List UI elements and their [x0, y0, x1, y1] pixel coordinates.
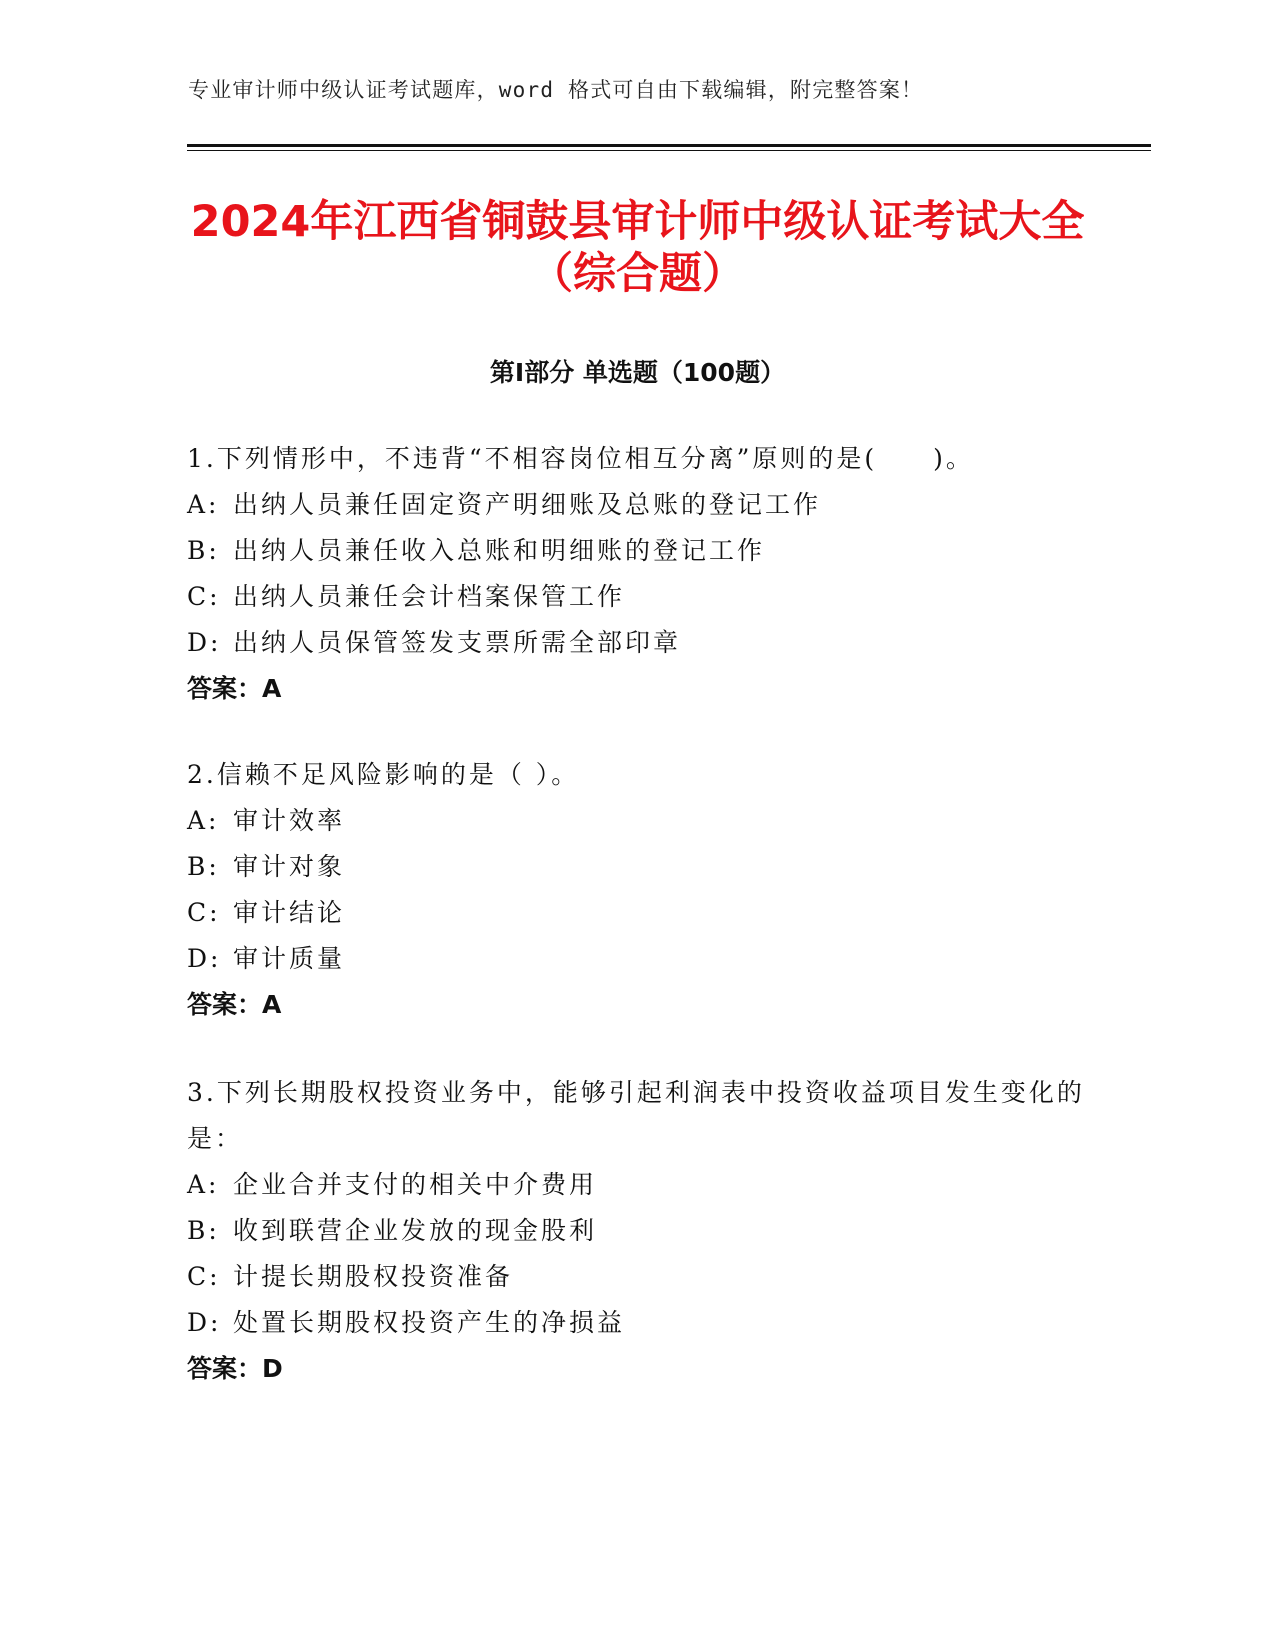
- question-stem: 2.信赖不足风险影响的是（ ）。: [187, 760, 580, 789]
- option-c: [187, 890, 1087, 936]
- answer: 答案：A: [187, 674, 282, 703]
- option-text: 收到联营企业发放的现金股利: [233, 1216, 598, 1245]
- option-d: [187, 936, 1087, 982]
- option-a: [187, 482, 1087, 528]
- option-d: [187, 620, 1087, 666]
- option-letter: B:: [187, 536, 220, 565]
- question-3: [187, 1070, 1087, 1392]
- option-a: [187, 798, 1087, 844]
- option-text: 审计效率: [233, 806, 346, 835]
- question-spacer: [187, 712, 1087, 752]
- option-a: [187, 1162, 1087, 1208]
- option-letter: D:: [187, 628, 222, 657]
- question-1: [187, 436, 1087, 712]
- option-letter: C:: [187, 898, 221, 927]
- option-letter: C:: [187, 582, 221, 611]
- option-letter: C:: [187, 1262, 221, 1291]
- option-text: 出纳人员兼任收入总账和明细账的登记工作: [233, 536, 766, 565]
- option-letter: A:: [187, 1170, 220, 1199]
- option-letter: D:: [187, 1308, 222, 1337]
- document-title: 2024年江西省铜鼓县审计师中级认证考试大全（综合题）: [190, 197, 1085, 299]
- header-note: 专业审计师中级认证考试题库，word 格式可自由下载编辑，附完整答案！: [188, 78, 924, 102]
- option-d: [187, 1300, 1087, 1346]
- option-letter: B:: [187, 1216, 220, 1245]
- answer: 答案：D: [187, 1354, 283, 1383]
- option-text: 出纳人员兼任固定资产明细账及总账的登记工作: [233, 490, 822, 519]
- option-text: 处置长期股权投资产生的净损益: [233, 1308, 626, 1337]
- option-letter: A:: [187, 490, 220, 519]
- option-text: 审计质量: [233, 944, 346, 973]
- question-stem: 3.下列长期股权投资业务中，能够引起利润表中投资收益项目发生变化的是：: [187, 1078, 1085, 1153]
- header-rule-thick: [187, 144, 1151, 147]
- option-text: 审计对象: [233, 852, 346, 881]
- section-title: 第I部分 单选题（100题）: [489, 358, 786, 387]
- option-b: [187, 844, 1087, 890]
- question-stem: 1.下列情形中，不违背“不相容岗位相互分离”原则的是( )。: [187, 444, 974, 473]
- option-text: 出纳人员保管签发支票所需全部印章: [233, 628, 682, 657]
- option-letter: B:: [187, 852, 220, 881]
- option-text: 出纳人员兼任会计档案保管工作: [233, 582, 626, 611]
- option-b: [187, 528, 1087, 574]
- question-spacer: [187, 1028, 1087, 1070]
- answer: 答案：A: [187, 990, 282, 1019]
- option-b: [187, 1208, 1087, 1254]
- question-2: [187, 752, 1087, 1028]
- header-rule-thin: [187, 150, 1151, 151]
- option-c: [187, 574, 1087, 620]
- option-letter: A:: [187, 806, 220, 835]
- option-text: 审计结论: [233, 898, 346, 927]
- question-list: [187, 436, 1087, 1392]
- option-text: 计提长期股权投资准备: [233, 1262, 514, 1291]
- option-letter: D:: [187, 944, 222, 973]
- option-text: 企业合并支付的相关中介费用: [233, 1170, 598, 1199]
- option-c: [187, 1254, 1087, 1300]
